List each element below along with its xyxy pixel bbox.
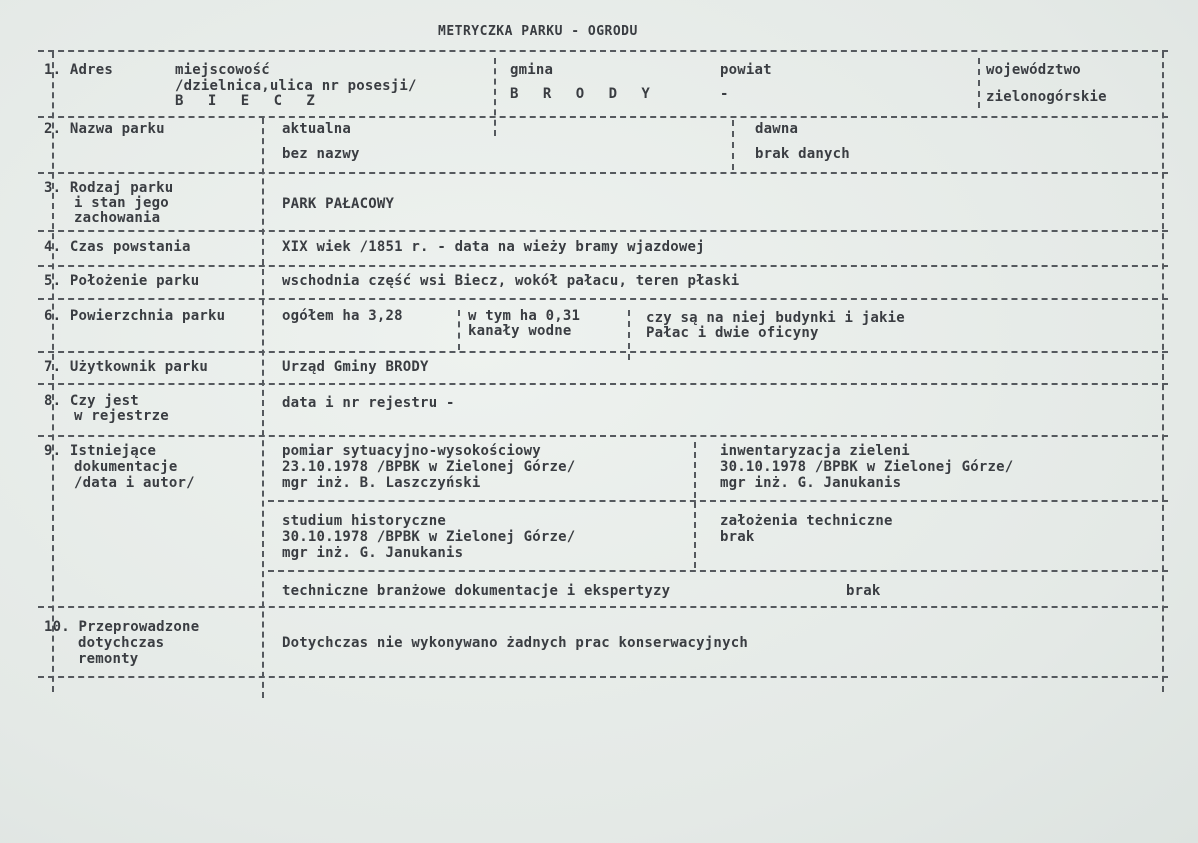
- row8-label: 8. Czy jest: [44, 393, 139, 409]
- rule-9: [38, 606, 1168, 608]
- row9-label: 9. Istniejące: [44, 443, 157, 459]
- inventory-doc: inwentaryzacja zieleni: [720, 443, 910, 459]
- row5-label: 5. Położenie parku: [44, 273, 200, 289]
- row2-label: 2. Nazwa parku: [44, 121, 165, 137]
- row7-label: 7. Użytkownik parku: [44, 359, 208, 375]
- card-title: METRYCZKA PARKU - OGRODU: [438, 24, 638, 39]
- rule-buildings: [628, 310, 630, 360]
- powiat-value: -: [720, 86, 729, 102]
- current-name-label: aktualna: [282, 121, 352, 137]
- rule-9a: [268, 500, 1168, 502]
- row9-label-2: dokumentacje: [74, 459, 178, 475]
- locality-label: miejscowość: [175, 62, 270, 78]
- former-name-value: brak danych: [755, 146, 850, 162]
- area-water: w tym ha 0,31: [468, 308, 581, 324]
- rule-8: [38, 435, 1168, 437]
- row10-label-2: dotychczas: [78, 635, 165, 651]
- voivodeship-label: województwo: [986, 62, 1081, 78]
- location-value: wschodnia część wsi Biecz, wokół pałacu, teren płaski: [282, 273, 740, 289]
- rule-3: [38, 230, 1168, 232]
- renovations-value: Dotychczas nie wykonywano żadnych prac konserwacyjnych: [282, 635, 748, 651]
- rule-wojewodztwo: [978, 58, 980, 108]
- current-name-value: bez nazwy: [282, 146, 360, 162]
- rule-1: [38, 116, 1168, 118]
- row3-label: 3. Rodzaj parku: [44, 180, 174, 196]
- rule-7: [38, 383, 1168, 385]
- powiat-label: powiat: [720, 62, 772, 78]
- technical-assumptions-value: brak: [720, 529, 755, 545]
- row1-label: 1. Adres: [44, 62, 114, 78]
- gmina-label: gmina: [510, 62, 554, 78]
- technical-assumptions: założenia techniczne: [720, 513, 893, 529]
- history-doc-date: 30.10.1978 /BPBK w Zielonej Górze/: [282, 529, 576, 545]
- inventory-doc-date: 30.10.1978 /BPBK w Zielonej Górze/: [720, 459, 1014, 475]
- row8-label-2: w rejestrze: [74, 408, 169, 424]
- technical-docs-value: brak: [846, 583, 881, 599]
- row10-label-3: remonty: [78, 651, 139, 667]
- row9-label-3: /data i autor/: [74, 475, 195, 491]
- rule-dawna: [732, 120, 734, 170]
- former-name-label: dawna: [755, 121, 799, 137]
- history-doc: studium historyczne: [282, 513, 446, 529]
- register-value: data i nr rejestru -: [282, 395, 455, 411]
- rule-docs: [694, 442, 696, 568]
- rule-top: [38, 50, 1168, 52]
- history-doc-author: mgr inż. G. Janukanis: [282, 545, 464, 561]
- rule-6: [38, 351, 1168, 353]
- rule-4: [38, 265, 1168, 267]
- row3-label-2: i stan jego: [74, 195, 169, 211]
- area-water-desc: kanały wodne: [468, 323, 572, 339]
- area-total: ogółem ha 3,28: [282, 308, 403, 324]
- buildings-question: czy są na niej budynki i jakie: [646, 310, 905, 326]
- survey-doc-date: 23.10.1978 /BPBK w Zielonej Górze/: [282, 459, 576, 475]
- rule-2: [38, 172, 1168, 174]
- user-value: Urząd Gminy BRODY: [282, 359, 429, 375]
- row6-label: 6. Powierzchnia parku: [44, 308, 226, 324]
- locality-sublabel: /dzielnica,ulica nr posesji/: [175, 78, 417, 94]
- park-type-value: PARK PAŁACOWY: [282, 196, 395, 212]
- row4-label: 4. Czas powstania: [44, 239, 191, 255]
- rule-gmina: [494, 58, 496, 136]
- rule-area: [458, 310, 460, 350]
- row3-label-3: zachowania: [74, 210, 161, 226]
- gmina-value: B R O D Y: [510, 86, 658, 102]
- rule-bottom: [38, 676, 1168, 678]
- locality-value: B I E C Z: [175, 93, 323, 109]
- rule-9b: [268, 570, 1168, 572]
- survey-doc-author: mgr inż. B. Laszczyński: [282, 475, 481, 491]
- technical-docs-label: techniczne branżowe dokumentacje i ekspertyzy: [282, 583, 671, 599]
- row10-label: 10. Przeprowadzone: [44, 619, 200, 635]
- voivodeship-value: zielonogórskie: [986, 89, 1107, 105]
- rule-5: [38, 298, 1168, 300]
- origin-date-value: XIX wiek /1851 r. - data na wieży bramy wjazdowej: [282, 239, 705, 255]
- survey-doc: pomiar sytuacyjno-wysokościowy: [282, 443, 541, 459]
- rule-right: [1162, 52, 1164, 692]
- rule-label-col: [262, 118, 264, 698]
- inventory-doc-author: mgr inż. G. Janukanis: [720, 475, 902, 491]
- buildings-value: Pałac i dwie oficyny: [646, 325, 819, 341]
